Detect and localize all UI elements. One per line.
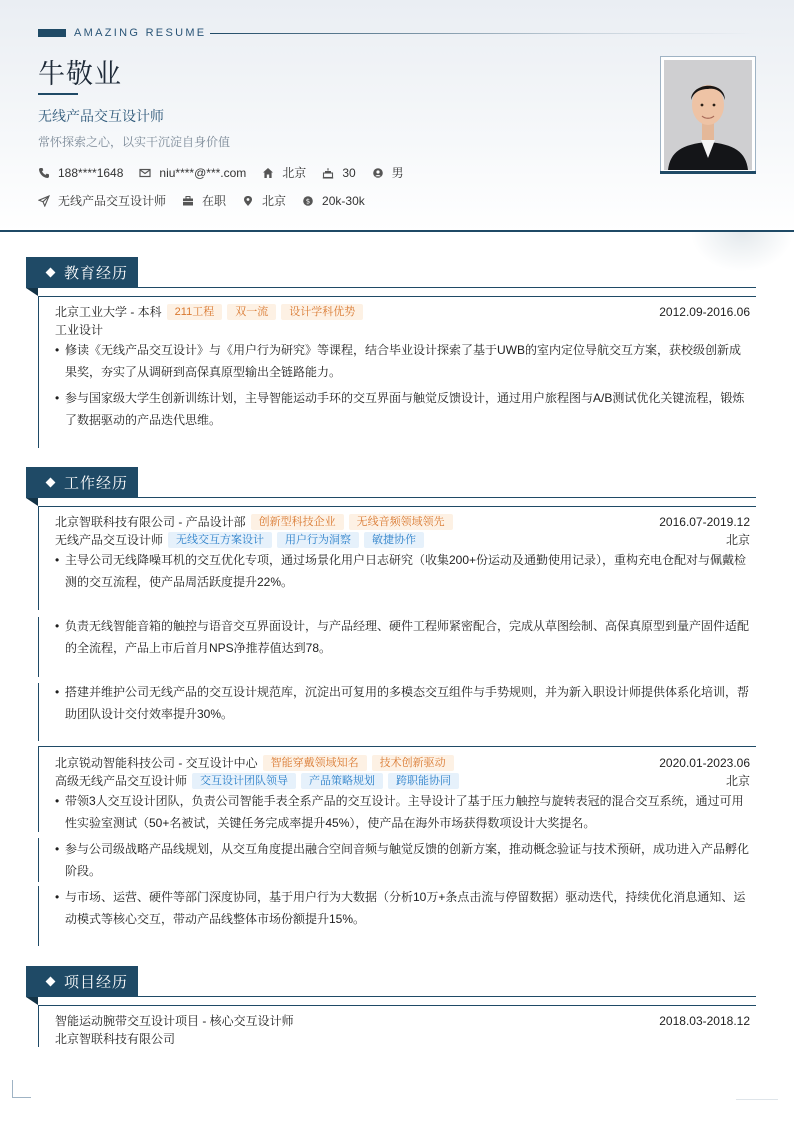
- salary-text: 20k-30k: [322, 193, 365, 208]
- send-icon: [38, 195, 50, 207]
- work-header: [55, 754, 750, 772]
- bullet-text: 参与公司级战略产品线规划，从交互角度提出融合空间音频与触觉反馈的创新方案，推动概念验证与技术预研，成功进入产品孵化阶段。: [65, 842, 750, 878]
- timeline-line: [38, 746, 39, 832]
- education-major-row: [55, 321, 750, 339]
- section-fold: [26, 288, 38, 296]
- brand-rule: [210, 33, 755, 34]
- gender-text: 男: [391, 166, 404, 180]
- photo-base-bar: [660, 171, 756, 174]
- target-city-text: 北京: [262, 194, 287, 208]
- project-company-row: [55, 1030, 750, 1048]
- company-name: 北京锐动智能科技公司 - 交互设计中心: [55, 756, 258, 770]
- role-tag: 无线交互方案设计: [168, 532, 272, 548]
- gender-item: [372, 164, 404, 181]
- role-name: 高级无线产品交互设计师: [55, 774, 188, 788]
- list-item: • 搭建并维护公司无线产品的交互设计规范库，沉淀出可复用的多模态交互组件与手势规则，并为新入职设计师提供体系化培训，帮助团队设计交付效率提升30%。: [55, 681, 750, 725]
- resume-motto: 常怀探索之心，以实干沉淀自身价值: [38, 135, 231, 149]
- salary-item: [302, 194, 365, 208]
- work-date: 2020.01-2023.06: [659, 756, 750, 770]
- location-text: 北京: [282, 166, 307, 180]
- section-title-text: 项目经历: [64, 974, 129, 991]
- timeline-line: [38, 296, 39, 448]
- list-item: • 负责无线智能音箱的触控与语音交互界面设计，与产品经理、硬件工程师紧密配合，完成从草图绘制、高保真原型到量产固件适配的全流程，产品上市后首月NPS净推荐值达到78。: [55, 615, 750, 659]
- header-divider: [0, 230, 794, 232]
- block-top-rule: [38, 506, 756, 507]
- role-tag: 交互设计团队领导: [192, 773, 296, 789]
- list-item: • 修读《无线产品交互设计》与《用户行为研究》等课程，结合毕业设计探索了基于UWB的室内定位导航交互方案，获校级创新成果奖，夯实了从调研到高保真原型输出全链路能力。: [55, 339, 750, 383]
- diamond-icon: [46, 977, 56, 987]
- section-rule: [138, 996, 756, 997]
- timeline-line: [38, 886, 39, 946]
- location-item: [262, 164, 306, 181]
- email-text: niu****@***.com: [159, 165, 247, 180]
- company-tag: 创新型科技企业: [251, 514, 344, 530]
- profile-photo: [660, 56, 756, 174]
- header-shadow: [690, 232, 794, 272]
- education-tag: 双一流: [227, 304, 276, 320]
- list-item: • 主导公司无线降噪耳机的交互优化专项，通过场景化用户日志研究（收集200+份运动及通勤使用记录），重构充电仓配对与佩戴检测的交互流程，使产品周活跃度提升22%。: [55, 549, 750, 593]
- age-text: 30: [342, 165, 356, 180]
- bullet-text: 搭建并维护公司无线产品的交互设计规范库，沉淀出可复用的多模态交互组件与手势规则，并为新入职设计师提供体系化培训，帮助团队设计交付效率提升30%。: [65, 685, 750, 721]
- mail-icon: [139, 167, 151, 179]
- project-header: [55, 1012, 750, 1030]
- section-fold: [26, 498, 38, 506]
- major: 工业设计: [55, 323, 104, 337]
- company-tag: 技术创新驱动: [372, 755, 454, 771]
- map-pin-icon: [242, 195, 254, 207]
- work-date: 2016.07-2019.12: [659, 515, 750, 529]
- page-corner-mark: [736, 1099, 778, 1100]
- section-title-text: 教育经历: [64, 265, 129, 282]
- email-item: [139, 166, 246, 180]
- home-icon: [262, 167, 274, 179]
- bullet-text: 带领3人交互设计团队，负责公司智能手表全系产品的交互设计。主导设计了基于压力触控与旋转表冠的混合交互系统，通过可用性实验室测试（50+名被试，关键任务完成率提升45%），使产品在海外市场获得数项设计大奖提名。: [65, 794, 744, 830]
- section-title-project: [26, 966, 138, 997]
- project-name: 智能运动腕带交互设计项目 - 核心交互设计师: [55, 1014, 294, 1028]
- contact-row: [38, 164, 420, 181]
- bullet-text: 参与国家级大学生创新训练计划，主导智能运动手环的交互界面与触觉反馈设计，通过用户旅程图与A/B测试优化关键流程，锻炼了数据驱动的产品迭代思维。: [65, 391, 745, 427]
- phone-icon: [38, 167, 50, 179]
- briefcase-icon: [182, 195, 194, 207]
- school-name: 北京工业大学 - 本科: [55, 305, 162, 319]
- role-tag: 敏捷协作: [364, 532, 424, 548]
- bullet-text: 主导公司无线降噪耳机的交互优化专项，通过场景化用户日志研究（收集200+份运动及通勤使用记录），重构充电仓配对与佩戴检测的交互流程，使产品周活跃度提升22%。: [65, 553, 747, 589]
- work-role-row: [55, 772, 750, 790]
- diamond-icon: [46, 478, 56, 488]
- brand-text: AMAZING RESUME: [74, 27, 207, 39]
- project-company: 北京智联科技有限公司: [55, 1032, 176, 1046]
- page-corner-mark: [12, 1080, 31, 1098]
- status-item: [182, 192, 226, 209]
- status-text: 在职: [202, 194, 227, 208]
- list-item: • 带领3人交互设计团队，负责公司智能手表全系产品的交互设计。主导设计了基于压力触控与旋转表冠的混合交互系统，通过可用性实验室测试（50+名被试，关键任务完成率提升45%），使产品在海外市场获得数项设计大奖提名。: [55, 790, 750, 834]
- gender-icon: [372, 167, 384, 179]
- timeline-line: [38, 617, 39, 677]
- list-item: • 参与公司级战略产品线规划，从交互角度提出融合空间音频与触觉反馈的创新方案，推动概念验证与技术预研，成功进入产品孵化阶段。: [55, 838, 750, 882]
- work-city: 北京: [725, 533, 750, 547]
- phone-text: 188****1648: [58, 165, 124, 180]
- role-tag: 产品策略规划: [301, 773, 383, 789]
- block-top-rule: [38, 1005, 756, 1006]
- bullet-text: 负责无线智能音箱的触控与语音交互界面设计，与产品经理、硬件工程师紧密配合，完成从草图绘制、高保真原型到量产固件适配的全流程，产品上市后首月NPS净推荐值达到78。: [65, 619, 750, 655]
- resume-title: 无线产品交互设计师: [38, 108, 164, 124]
- section-title-text: 工作经历: [64, 475, 129, 492]
- portrait-image: [664, 60, 752, 170]
- coin-icon: [302, 195, 314, 207]
- timeline-line: [38, 838, 39, 882]
- list-item: • 参与国家级大学生创新训练计划，主导智能运动手环的交互界面与触觉反馈设计，通过用户旅程图与A/B测试优化关键流程，锻炼了数据驱动的产品迭代思维。: [55, 387, 750, 431]
- role-tag: 用户行为洞察: [277, 532, 359, 548]
- role-tag: 跨职能协同: [388, 773, 459, 789]
- timeline-line: [38, 506, 39, 610]
- diamond-icon: [46, 268, 56, 278]
- education-tag: 211工程: [167, 304, 223, 320]
- section-title-work: [26, 467, 138, 498]
- education-header: [55, 303, 750, 321]
- timeline-line: [38, 683, 39, 741]
- phone-item: [38, 166, 123, 180]
- job-intent-row: [38, 192, 381, 209]
- project-date: 2018.03-2018.12: [659, 1014, 750, 1028]
- section-rule: [138, 497, 756, 498]
- work-header: [55, 513, 750, 531]
- cake-icon: [322, 167, 334, 179]
- bullet-text: 修读《无线产品交互设计》与《用户行为研究》等课程，结合毕业设计探索了基于UWB的室内定位导航交互方案，获校级创新成果奖，夯实了从调研到高保真原型输出全链路能力。: [65, 343, 742, 379]
- timeline-line: [38, 1005, 39, 1047]
- target-job-item: [38, 192, 166, 209]
- block-top-rule: [38, 296, 756, 297]
- work-role-row: [55, 531, 750, 549]
- role-name: 无线产品交互设计师: [55, 533, 164, 547]
- education-tag: 设计学科优势: [281, 304, 363, 320]
- block-top-rule: [38, 746, 756, 747]
- age-item: [322, 166, 355, 180]
- target-city-item: [242, 192, 286, 209]
- work-city: 北京: [725, 774, 750, 788]
- education-date: 2012.09-2016.06: [659, 305, 750, 319]
- name-underline: [38, 93, 78, 95]
- svg-text:$: $: [305, 197, 311, 206]
- list-item: • 与市场、运营、硬件等部门深度协同，基于用户行为大数据（分析10万+条点击流与停留数据）驱动迭代，持续优化消息通知、运动模式等核心交互，带动产品线整体市场份额提升15%。: [55, 886, 750, 930]
- company-name: 北京智联科技有限公司 - 产品设计部: [55, 515, 246, 529]
- target-job-text: 无线产品交互设计师: [58, 194, 167, 208]
- company-tag: 智能穿戴领域知名: [263, 755, 367, 771]
- section-title-education: [26, 257, 138, 288]
- resume-name: 牛敬业: [38, 59, 122, 89]
- section-rule: [138, 287, 756, 288]
- bullet-text: 与市场、运营、硬件等部门深度协同，基于用户行为大数据（分析10万+条点击流与停留数据）驱动迭代，持续优化消息通知、运动模式等核心交互，带动产品线整体市场份额提升15%。: [65, 890, 746, 926]
- company-tag: 无线音频领域领先: [349, 514, 453, 530]
- brand-bar: [38, 29, 66, 37]
- section-fold: [26, 997, 38, 1005]
